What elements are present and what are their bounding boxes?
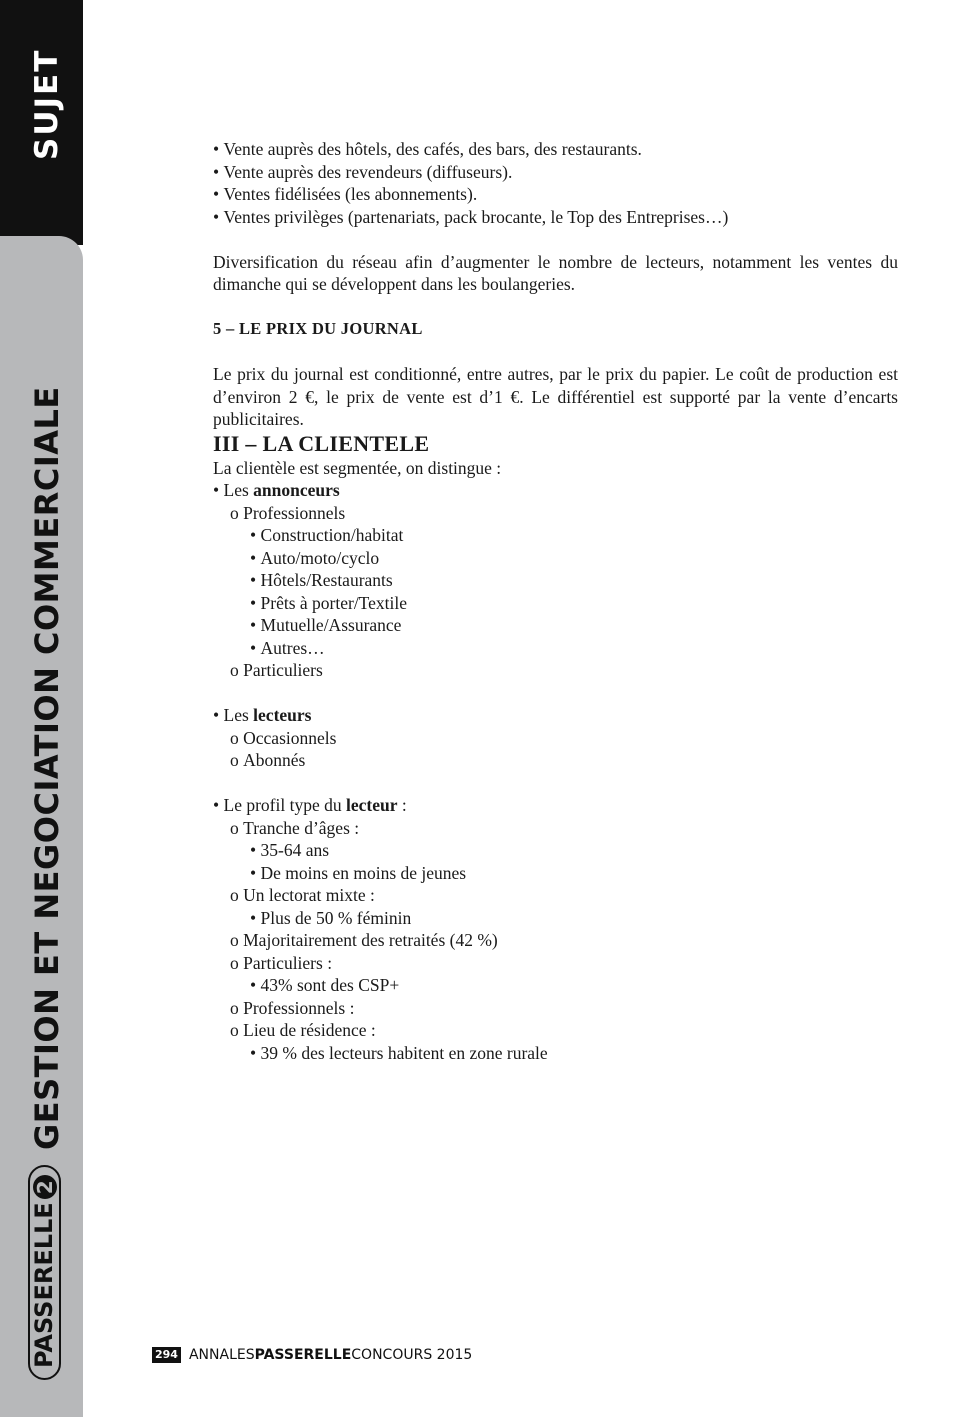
diversification-paragraph: Diversification du réseau afin d’augmenter le nombre de lecteurs, notamment les ventes du dimanche qui se développent dans les boulangeries. [213, 251, 898, 294]
list-item: o Un lectorat mixte : [230, 885, 375, 905]
section-tag: SUJET [29, 48, 65, 160]
list-item: • Ventes privilèges (partenariats, pack brocante, le Top des Entreprises…) [213, 206, 729, 227]
list-item: o Lieu de résidence : [230, 1020, 376, 1040]
list-item: • Vente auprès des hôtels, des cafés, des bars, des restaurants. [213, 139, 642, 159]
passerelle-logo [28, 1165, 61, 1380]
page-content [213, 138, 898, 1064]
clientele-intro: La clientèle est segmentée, on distingue : [213, 457, 502, 478]
list-item: o Professionnels [230, 502, 346, 523]
list-item: • Mutuelle/Assurance [250, 615, 402, 635]
list-item: o Professionnels : [230, 997, 355, 1018]
list-item: • 43% sont des CSP+ [250, 975, 400, 995]
list-item: • Ventes fidélisées (les abonnements). [213, 184, 478, 204]
list-item: • Hôtels/Restaurants [250, 570, 393, 590]
list-item: • Le profil type du lecteur : [213, 795, 407, 815]
subject-title: GESTION ET NEGOCIATION COMMERCIALE [28, 386, 66, 1150]
price-paragraph: Le prix du journal est conditionné, entre autres, par le prix du papier. Le coût de production est d’environ 2 €, le prix de vente est d’1 €. Le différentiel est supporté par la vente d’encarts publicitaires. [213, 364, 898, 429]
list-item: o Particuliers [230, 660, 323, 680]
footer-brand: PASSERELLE [254, 1347, 352, 1363]
page-number: 294 [152, 1347, 181, 1363]
logo-number: 2 [33, 1175, 57, 1199]
page-footer [152, 1347, 472, 1363]
list-item: • De moins en moins de jeunes [250, 862, 467, 883]
list-item: • Les annonceurs [213, 480, 340, 500]
list-item: • Plus de 50 % féminin [250, 907, 412, 928]
list-item: • Vente auprès des revendeurs (diffuseurs). [213, 161, 513, 182]
list-item: • 35-64 ans [250, 840, 330, 860]
list-item: o Tranche d’âges : [230, 817, 360, 838]
list-item: • Auto/moto/cyclo [250, 547, 380, 568]
logo-text: PASSERELLE [30, 1202, 58, 1368]
list-item: o Occasionnels [230, 727, 337, 748]
list-item: • Construction/habitat [250, 525, 404, 545]
list-item: • 39 % des lecteurs habitent en zone rurale [250, 1042, 548, 1063]
section-3-heading: III – LA CLIENTELE [213, 430, 430, 456]
section-5-heading: 5 – LE PRIX DU JOURNAL [213, 319, 423, 338]
list-item: o Majoritairement des retraités (42 %) [230, 930, 498, 950]
list-item: • Autres… [250, 637, 325, 658]
list-item: • Prêts à porter/Textile [250, 592, 408, 613]
list-item: o Abonnés [230, 750, 306, 770]
list-item: o Particuliers : [230, 952, 333, 973]
footer-pre: ANNALES [188, 1347, 255, 1363]
side-band [0, 0, 83, 1417]
footer-post: CONCOURS 2015 [351, 1347, 473, 1363]
list-item: • Les lecteurs [213, 705, 312, 725]
